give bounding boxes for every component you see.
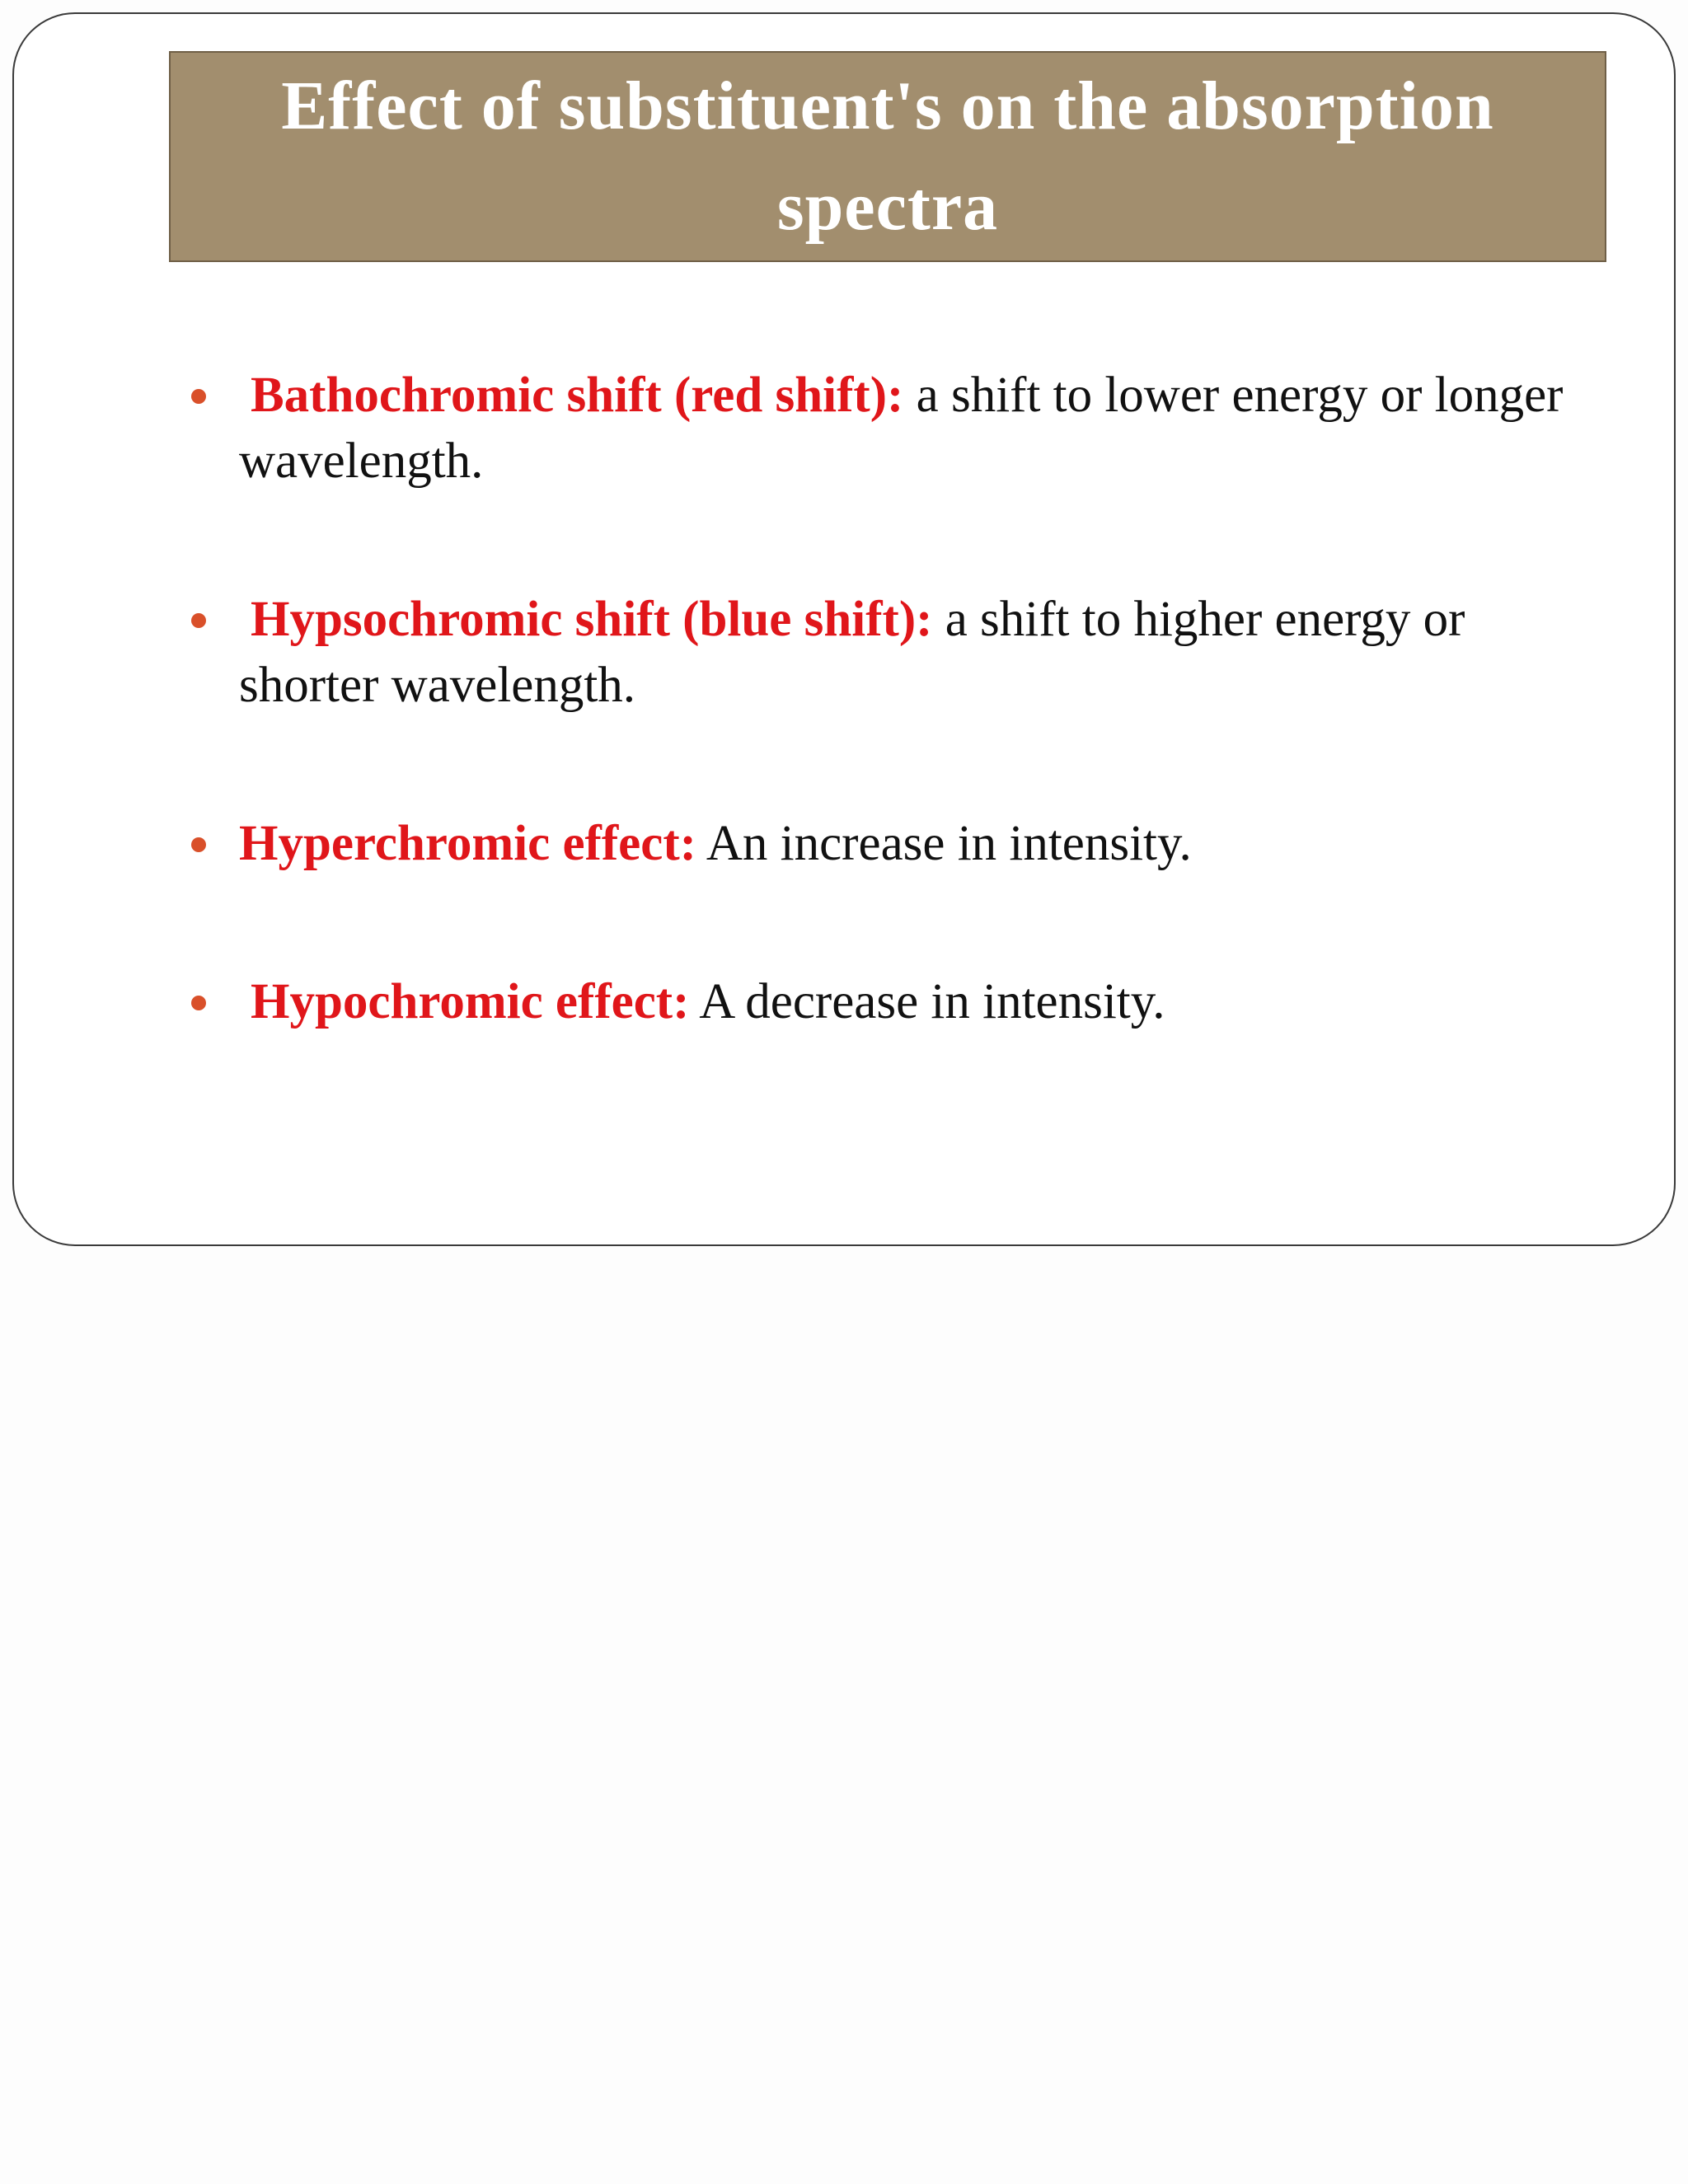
bullet-list	[188, 363, 1589, 1035]
bullet-term: Bathochromic shift (red shift):	[251, 368, 904, 423]
bullet-dot-icon	[191, 389, 206, 404]
bullet-term: Hypochromic effect:	[251, 974, 690, 1029]
bullet-term: Hyperchromic effect:	[239, 816, 696, 871]
bullet-description: A decrease in intensity.	[689, 974, 1165, 1029]
bullet-dot-icon	[191, 837, 206, 852]
bullet-description: a shift to lower energy or longer wavelength.	[239, 368, 1564, 489]
bullet-dot-icon	[191, 613, 206, 628]
bullet-dot-icon	[191, 996, 206, 1010]
bullet-term: Hypsochromic shift (blue shift):	[251, 592, 933, 647]
bullet-item-bathochromic	[188, 363, 1589, 494]
bullet-description: a shift to higher energy or shorter wavelength.	[239, 592, 1465, 713]
bullet-item-hypsochromic	[188, 587, 1589, 719]
title-banner	[169, 51, 1606, 262]
bullet-item-hyperchromic	[188, 811, 1589, 877]
bullet-description: An increase in intensity.	[696, 816, 1192, 871]
bullet-item-hypochromic	[188, 969, 1589, 1035]
slide-title: Effect of substituent's on the absorption spectra	[281, 68, 1494, 245]
